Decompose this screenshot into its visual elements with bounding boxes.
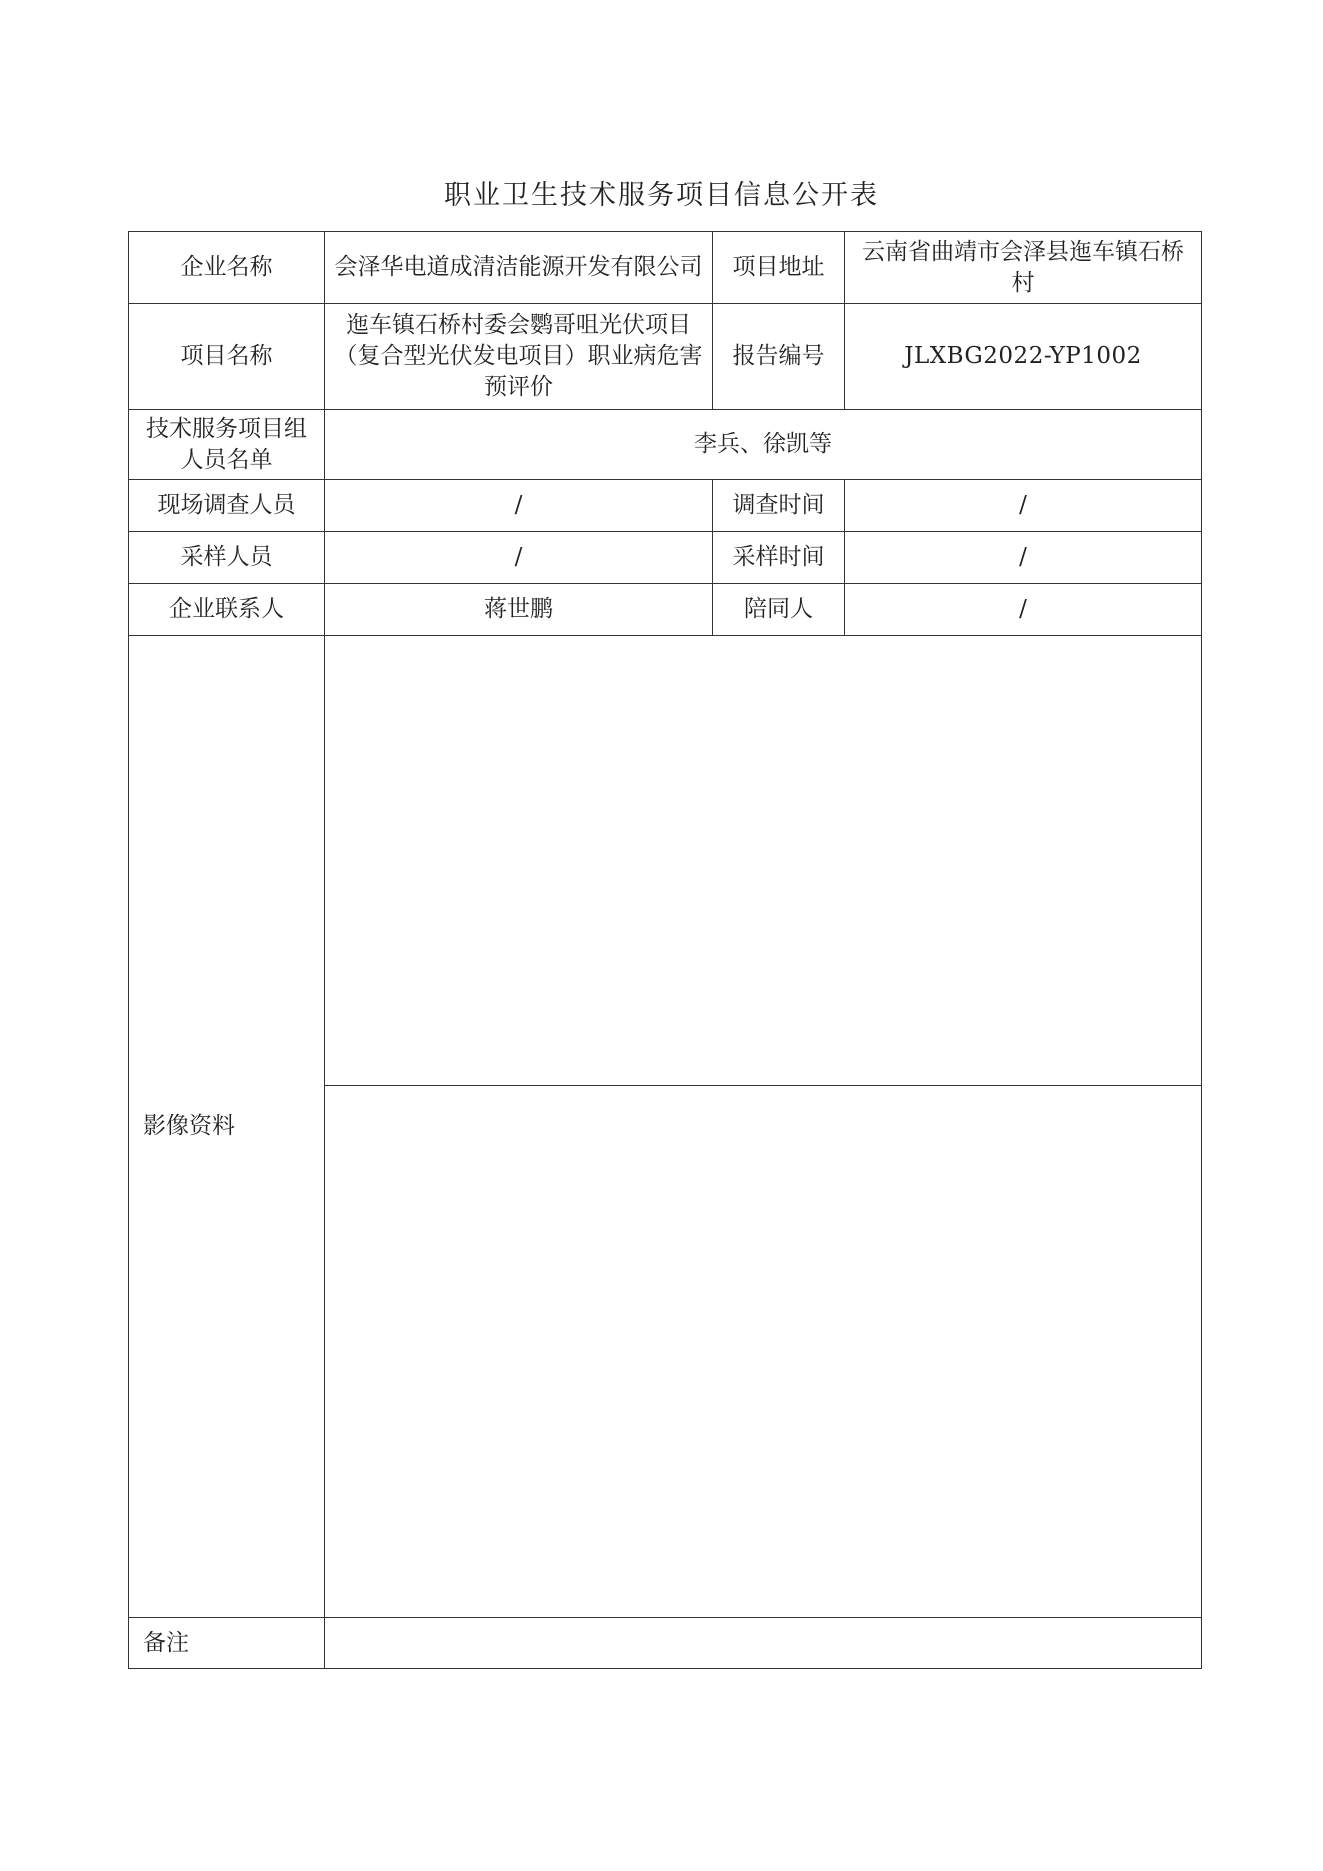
remarks-label: 备注 — [129, 1618, 325, 1669]
project-name-label: 项目名称 — [129, 304, 325, 410]
remarks-value — [325, 1618, 1202, 1669]
site-survey-label: 现场调查人员 — [129, 480, 325, 532]
accompany-value: / — [845, 584, 1202, 636]
project-name-value: 迤车镇石桥村委会鹦哥咀光伏项目（复合型光伏发电项目）职业病危害预评价 — [325, 304, 713, 410]
team-label: 技术服务项目组人员名单 — [129, 410, 325, 480]
sampling-staff-value: / — [325, 532, 713, 584]
row-remarks — [129, 1618, 1202, 1669]
project-address-value: 云南省曲靖市会泽县迤车镇石桥村 — [845, 232, 1202, 304]
site-survey-value: / — [325, 480, 713, 532]
sampling-staff-label: 采样人员 — [129, 532, 325, 584]
report-number-value: JLXBG2022-YP1002 — [845, 304, 1202, 410]
team-value: 李兵、徐凯等 — [325, 410, 1202, 480]
images-label: 影像资料 — [129, 636, 325, 1618]
sampling-time-label: 采样时间 — [713, 532, 845, 584]
image-slot-1 — [325, 636, 1202, 1086]
row-company — [129, 232, 1202, 304]
row-survey — [129, 480, 1202, 532]
row-contact — [129, 584, 1202, 636]
accompany-label: 陪同人 — [713, 584, 845, 636]
contact-value: 蒋世鹏 — [325, 584, 713, 636]
company-name-value: 会泽华电道成清洁能源开发有限公司 — [325, 232, 713, 304]
survey-time-value: / — [845, 480, 1202, 532]
contact-label: 企业联系人 — [129, 584, 325, 636]
info-table — [128, 231, 1202, 1669]
page-title: 职业卫生技术服务项目信息公开表 — [444, 180, 879, 211]
sampling-time-value: / — [845, 532, 1202, 584]
report-number-label: 报告编号 — [713, 304, 845, 410]
row-team — [129, 410, 1202, 480]
row-project — [129, 304, 1202, 410]
image-slot-2 — [325, 1086, 1202, 1618]
row-images-top — [129, 636, 1202, 1086]
survey-time-label: 调查时间 — [713, 480, 845, 532]
project-address-label: 项目地址 — [713, 232, 845, 304]
row-sampling — [129, 532, 1202, 584]
company-name-label: 企业名称 — [129, 232, 325, 304]
